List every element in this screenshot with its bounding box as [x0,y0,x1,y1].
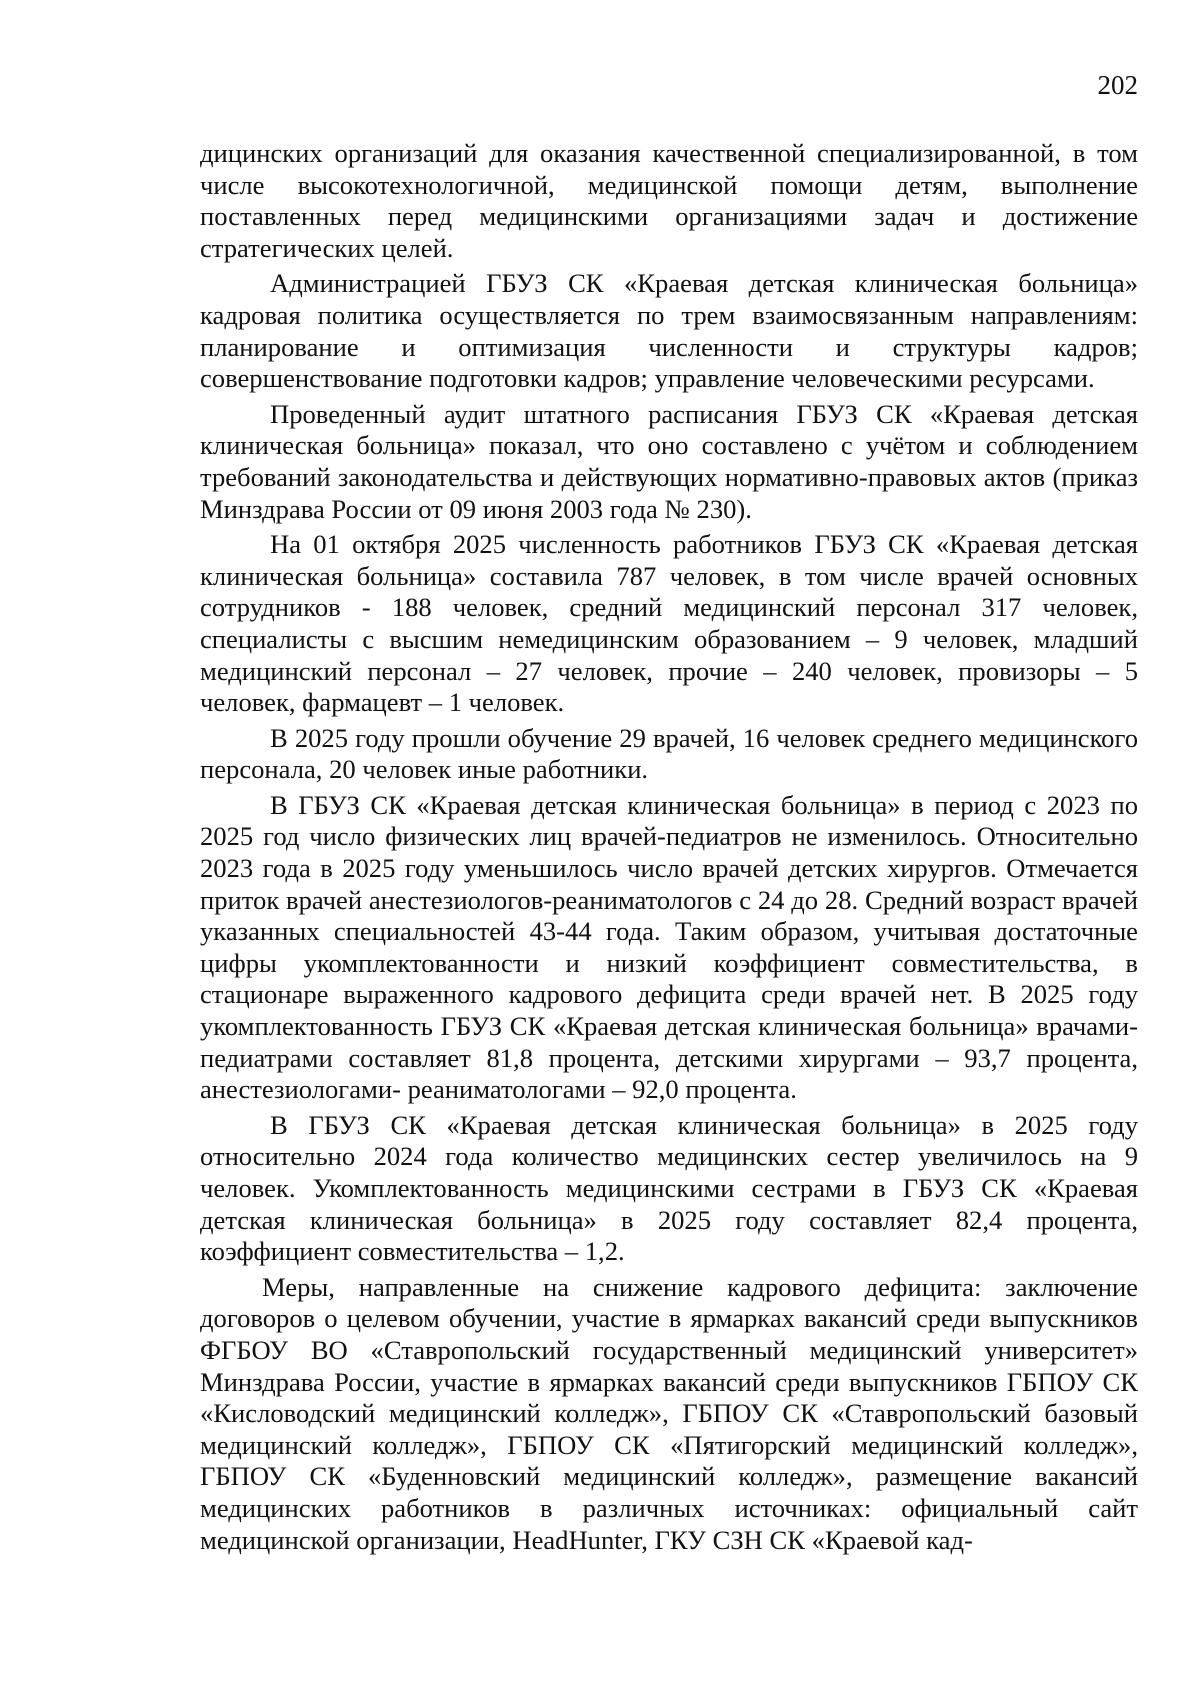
paragraph-staff-audit: Проведенный аудит штатного расписания ГБУЗ СК «Краевая детская клиническая больница» показал, что оно составлено с учётом и соблюдением требований законодательства и действующих нормативно-правовых актов (приказ Минздрава России от 09 июня 2003 года № 230). [200,398,1138,524]
paragraph-continuation: дицинских организаций для оказания качественной специализированной, в том числе высокотехнологичной, медицинской помощи детям, выполнение поставленных перед медицинскими организациями задач и достижение стратегических целей. [200,138,1138,263]
paragraph-physicians: В ГБУЗ СК «Краевая детская клиническая больница» в период с 2023 по 2025 год число физических лиц врачей-педиатров не изменилось. Относительно 2023 года в 2025 году уменьшилось число врачей детских хирургов. Отмечается приток врачей анестезиологов-реаниматологов с 24 до 28. Средний возраст врачей указанных специальностей 43-44 года. Таким образом, учитывая достаточные цифры укомплектованности и низкий коэффициент совместительства, в стационаре выраженного кадрового дефицита среди врачей нет. В 2025 году укомплектованность ГБУЗ СК «Краевая детская клиническая больница» врачами-педиатрами составляет 81,8 процента, детскими хирургами – 93,7 процента, анестезиологами- реаниматологами – 92,0 процента. [200,789,1138,1105]
paragraph-hr-policy: Администрацией ГБУЗ СК «Краевая детская клиническая больница» кадровая политика осуществляется по трем взаимосвязанным направлениям: планирование и оптимизация численности и структуры кадров; совершенствование подготовки кадров; управление человеческими ресурсами. [200,268,1138,394]
page-number: 202 [1097,70,1138,100]
document-body [200,138,1138,1560]
paragraph-nurses: В ГБУЗ СК «Краевая детская клиническая больница» в 2025 году относительно 2024 года количество медицинских сестер увеличилось на 9 человек. Укомплектованность медицинскими сестрами в ГБУЗ СК «Краевая детская клиническая больница» в 2025 году составляет 82,4 процента, коэффициент совместительства – 1,2. [200,1109,1138,1267]
paragraph-training: В 2025 году прошли обучение 29 врачей, 16 человек среднего медицинского персонала, 20 человек иные работники. [200,722,1138,785]
paragraph-measures: Меры, направленные на снижение кадрового дефицита: заключение договоров о целевом обучении, участие в ярмарках вакансий среди выпускников ФГБОУ ВО «Ставропольский государственный медицинский университет» Минздрава России, участие в ярмарках вакансий среди выпускников ГБПОУ СК «Кисловодский медицинский колледж», ГБПОУ СК «Ставропольский базовый медицинский колледж», ГБПОУ СК «Пятигорский медицинский колледж», ГБПОУ СК «Буденновский медицинский колледж», размещение вакансий медицинских работников в различных источниках: официальный сайт медицинской организации, HeadHunter, ГКУ СЗН СК «Краевой кад- [200,1271,1138,1555]
paragraph-staff-count: На 01 октября 2025 численность работников ГБУЗ СК «Краевая детская клиническая больница» составила 787 человек, в том числе врачей основных сотрудников - 188 человек, средний медицинский персонал 317 человек, специалисты с высшим немедицинским образованием – 9 человек, младший медицинский персонал – 27 человек, прочие – 240 человек, провизоры – 5 человек, фармацевт – 1 человек. [200,529,1138,718]
